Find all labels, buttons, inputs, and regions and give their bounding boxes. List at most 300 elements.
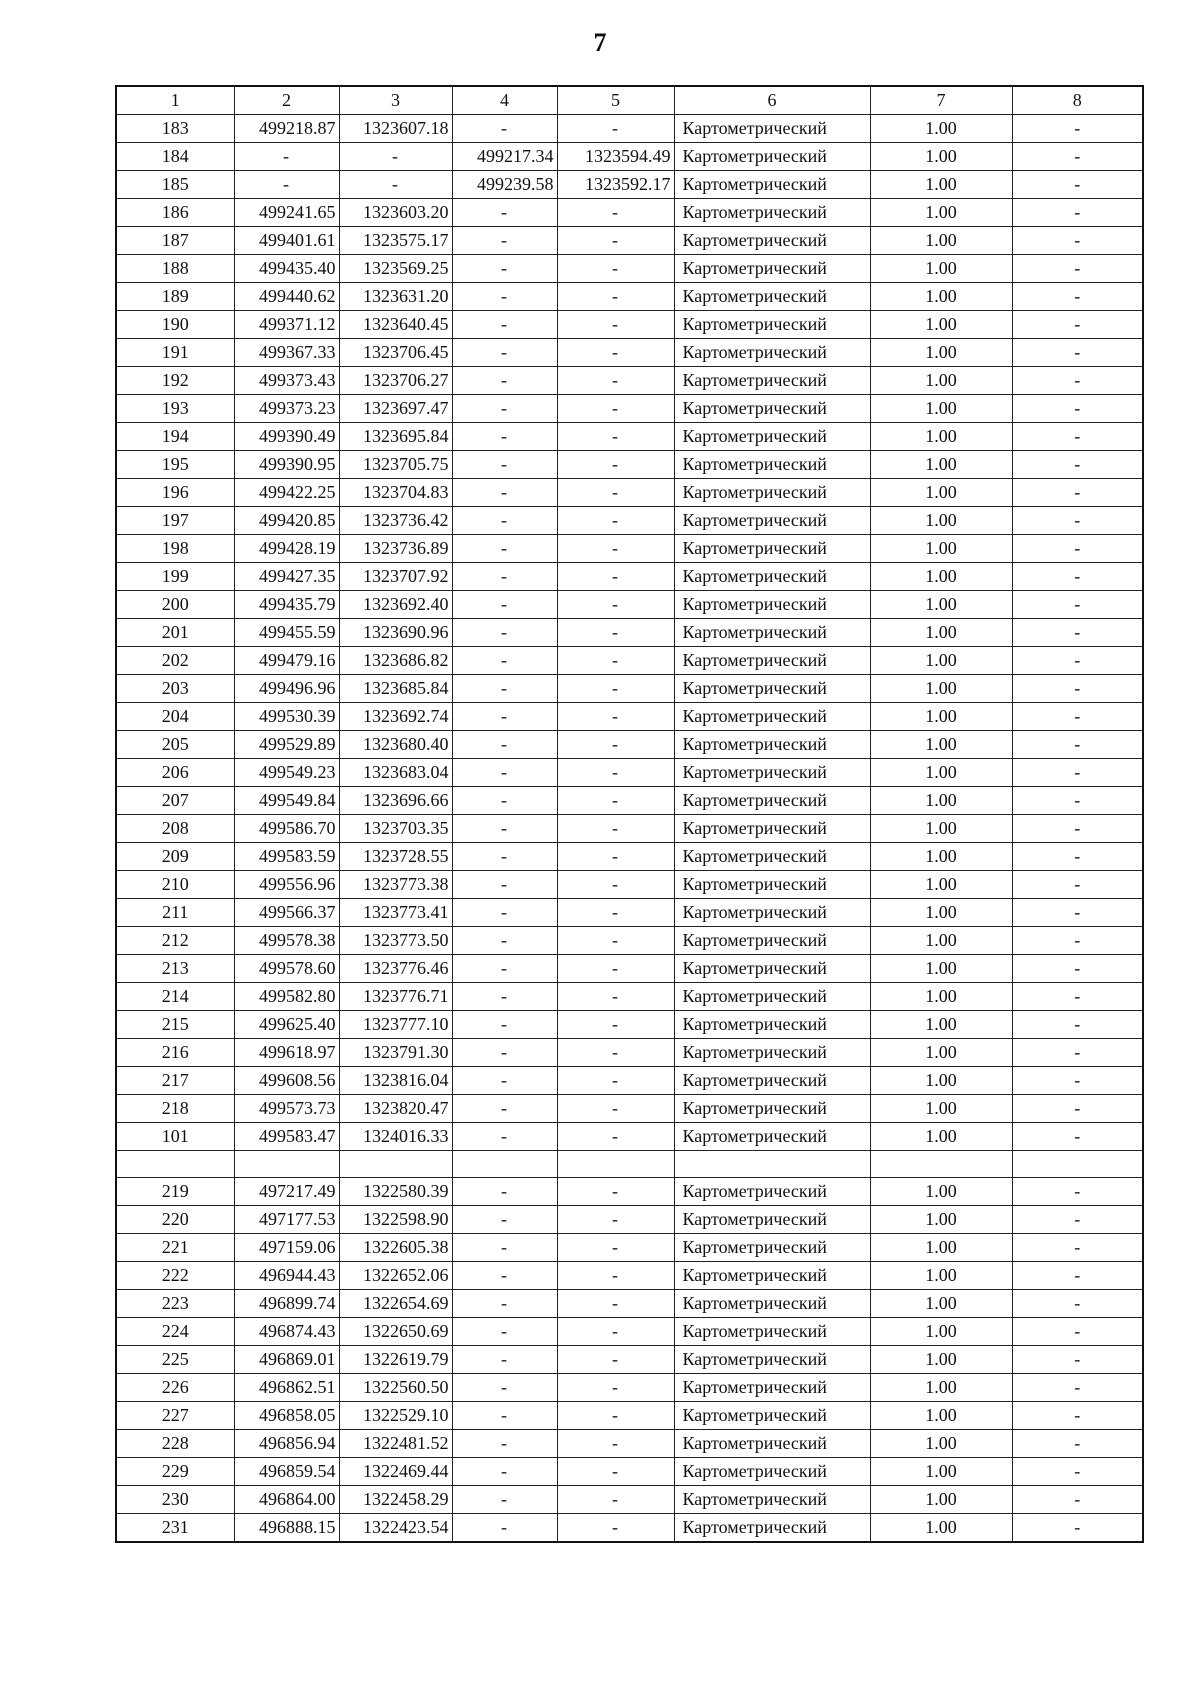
accuracy-cell: 1.00 bbox=[870, 1486, 1012, 1514]
note-cell: - bbox=[1012, 1430, 1143, 1458]
accuracy-cell: 1.00 bbox=[870, 591, 1012, 619]
y-coordinate-alt-cell: - bbox=[557, 1206, 674, 1234]
point-number-cell: 213 bbox=[116, 955, 234, 983]
accuracy-cell: 1.00 bbox=[870, 1067, 1012, 1095]
header-cell: 5 bbox=[557, 86, 674, 115]
point-number-cell: 192 bbox=[116, 367, 234, 395]
x-coordinate-cell: 499573.73 bbox=[234, 1095, 339, 1123]
header-cell: 8 bbox=[1012, 86, 1143, 115]
table-row bbox=[116, 1374, 1143, 1402]
note-cell: - bbox=[1012, 1178, 1143, 1206]
accuracy-cell: 1.00 bbox=[870, 927, 1012, 955]
x-coordinate-alt-cell: - bbox=[452, 1123, 557, 1151]
x-coordinate-alt-cell: - bbox=[452, 1039, 557, 1067]
method-cell: Картометрический bbox=[674, 1011, 870, 1039]
y-coordinate-cell: 1322580.39 bbox=[339, 1178, 452, 1206]
y-coordinate-alt-cell: - bbox=[557, 1123, 674, 1151]
accuracy-cell: 1.00 bbox=[870, 143, 1012, 171]
coordinates-table bbox=[115, 85, 1144, 1543]
method-cell: Картометрический bbox=[674, 171, 870, 199]
accuracy-cell: 1.00 bbox=[870, 983, 1012, 1011]
accuracy-cell: 1.00 bbox=[870, 1402, 1012, 1430]
note-cell: - bbox=[1012, 367, 1143, 395]
y-coordinate-alt-cell: - bbox=[557, 1318, 674, 1346]
table-row bbox=[116, 283, 1143, 311]
x-coordinate-cell: 496869.01 bbox=[234, 1346, 339, 1374]
y-coordinate-alt-cell: - bbox=[557, 283, 674, 311]
accuracy-cell: 1.00 bbox=[870, 1318, 1012, 1346]
y-coordinate-alt-cell: - bbox=[557, 1011, 674, 1039]
note-cell: - bbox=[1012, 1039, 1143, 1067]
x-coordinate-cell: 496899.74 bbox=[234, 1290, 339, 1318]
y-coordinate-alt-cell: - bbox=[557, 423, 674, 451]
y-coordinate-alt-cell: - bbox=[557, 591, 674, 619]
method-cell: Картометрический bbox=[674, 619, 870, 647]
header-cell: 2 bbox=[234, 86, 339, 115]
note-cell: - bbox=[1012, 451, 1143, 479]
table-row bbox=[116, 227, 1143, 255]
x-coordinate-alt-cell: - bbox=[452, 703, 557, 731]
y-coordinate-cell: 1323695.84 bbox=[339, 423, 452, 451]
accuracy-cell: 1.00 bbox=[870, 1290, 1012, 1318]
method-cell: Картометрический bbox=[674, 255, 870, 283]
method-cell: Картометрический bbox=[674, 1430, 870, 1458]
accuracy-cell: 1.00 bbox=[870, 1095, 1012, 1123]
x-coordinate-alt-cell: 499239.58 bbox=[452, 171, 557, 199]
method-cell: Картометрический bbox=[674, 367, 870, 395]
table-row bbox=[116, 787, 1143, 815]
y-coordinate-cell: 1323686.82 bbox=[339, 647, 452, 675]
point-number-cell: 209 bbox=[116, 843, 234, 871]
x-coordinate-cell: 499586.70 bbox=[234, 815, 339, 843]
point-number-cell: 223 bbox=[116, 1290, 234, 1318]
accuracy-cell: 1.00 bbox=[870, 423, 1012, 451]
x-coordinate-cell: 499529.89 bbox=[234, 731, 339, 759]
y-coordinate-alt-cell: - bbox=[557, 255, 674, 283]
x-coordinate-cell: 496944.43 bbox=[234, 1262, 339, 1290]
method-cell: Картометрический bbox=[674, 1514, 870, 1543]
x-coordinate-alt-cell: - bbox=[452, 1430, 557, 1458]
y-coordinate-cell: 1323690.96 bbox=[339, 619, 452, 647]
x-coordinate-alt-cell: - bbox=[452, 1374, 557, 1402]
y-coordinate-alt-cell: - bbox=[557, 563, 674, 591]
method-cell: Картометрический bbox=[674, 563, 870, 591]
y-coordinate-alt-cell: - bbox=[557, 675, 674, 703]
x-coordinate-alt-cell: - bbox=[452, 311, 557, 339]
x-coordinate-cell: 496874.43 bbox=[234, 1318, 339, 1346]
x-coordinate-cell: 496864.00 bbox=[234, 1486, 339, 1514]
y-coordinate-cell: 1322650.69 bbox=[339, 1318, 452, 1346]
x-coordinate-alt-cell: - bbox=[452, 1346, 557, 1374]
y-coordinate-cell: 1322458.29 bbox=[339, 1486, 452, 1514]
table-row bbox=[116, 1290, 1143, 1318]
x-coordinate-alt-cell: - bbox=[452, 1011, 557, 1039]
point-number-cell: 190 bbox=[116, 311, 234, 339]
point-number-cell: 216 bbox=[116, 1039, 234, 1067]
y-coordinate-alt-cell: - bbox=[557, 815, 674, 843]
table-row bbox=[116, 1095, 1143, 1123]
table-row bbox=[116, 1430, 1143, 1458]
note-cell: - bbox=[1012, 563, 1143, 591]
x-coordinate-alt-cell: - bbox=[452, 479, 557, 507]
x-coordinate-alt-cell: 499217.34 bbox=[452, 143, 557, 171]
method-cell: Картометрический bbox=[674, 143, 870, 171]
method-cell: Картометрический bbox=[674, 1486, 870, 1514]
accuracy-cell: 1.00 bbox=[870, 1178, 1012, 1206]
y-coordinate-cell: 1323707.92 bbox=[339, 563, 452, 591]
note-cell: - bbox=[1012, 255, 1143, 283]
table-row bbox=[116, 255, 1143, 283]
point-number-cell: 224 bbox=[116, 1318, 234, 1346]
y-coordinate-cell: 1322469.44 bbox=[339, 1458, 452, 1486]
accuracy-cell: 1.00 bbox=[870, 451, 1012, 479]
x-coordinate-alt-cell: - bbox=[452, 1318, 557, 1346]
method-cell: Картометрический bbox=[674, 479, 870, 507]
y-coordinate-cell: 1323728.55 bbox=[339, 843, 452, 871]
table-row bbox=[116, 395, 1143, 423]
accuracy-cell: 1.00 bbox=[870, 563, 1012, 591]
note-cell: - bbox=[1012, 731, 1143, 759]
x-coordinate-cell: 499373.23 bbox=[234, 395, 339, 423]
y-coordinate-cell: 1324016.33 bbox=[339, 1123, 452, 1151]
note-cell: - bbox=[1012, 1123, 1143, 1151]
x-coordinate-alt-cell: - bbox=[452, 591, 557, 619]
note-cell: - bbox=[1012, 1262, 1143, 1290]
x-coordinate-alt-cell: - bbox=[452, 1095, 557, 1123]
y-coordinate-cell: 1323816.04 bbox=[339, 1067, 452, 1095]
y-coordinate-cell: 1322654.69 bbox=[339, 1290, 452, 1318]
point-number-cell: 222 bbox=[116, 1262, 234, 1290]
table-row bbox=[116, 591, 1143, 619]
point-number-cell: 200 bbox=[116, 591, 234, 619]
y-coordinate-cell: 1323685.84 bbox=[339, 675, 452, 703]
method-cell: Картометрический bbox=[674, 199, 870, 227]
header-cell: 1 bbox=[116, 86, 234, 115]
y-coordinate-alt-cell: - bbox=[557, 395, 674, 423]
x-coordinate-cell bbox=[234, 1151, 339, 1178]
table-row bbox=[116, 1234, 1143, 1262]
accuracy-cell: 1.00 bbox=[870, 339, 1012, 367]
note-cell: - bbox=[1012, 1458, 1143, 1486]
note-cell: - bbox=[1012, 535, 1143, 563]
x-coordinate-cell: 499578.60 bbox=[234, 955, 339, 983]
x-coordinate-cell: 499373.43 bbox=[234, 367, 339, 395]
y-coordinate-alt-cell bbox=[557, 1151, 674, 1178]
point-number-cell: 185 bbox=[116, 171, 234, 199]
x-coordinate-cell: 497159.06 bbox=[234, 1234, 339, 1262]
y-coordinate-cell: 1323569.25 bbox=[339, 255, 452, 283]
accuracy-cell: 1.00 bbox=[870, 507, 1012, 535]
y-coordinate-alt-cell: 1323592.17 bbox=[557, 171, 674, 199]
x-coordinate-alt-cell: - bbox=[452, 843, 557, 871]
method-cell: Картометрический bbox=[674, 675, 870, 703]
point-number-cell: 193 bbox=[116, 395, 234, 423]
accuracy-cell: 1.00 bbox=[870, 479, 1012, 507]
x-coordinate-cell: 499401.61 bbox=[234, 227, 339, 255]
method-cell: Картометрический bbox=[674, 339, 870, 367]
x-coordinate-cell: 496856.94 bbox=[234, 1430, 339, 1458]
x-coordinate-alt-cell: - bbox=[452, 899, 557, 927]
note-cell: - bbox=[1012, 703, 1143, 731]
note-cell: - bbox=[1012, 1346, 1143, 1374]
y-coordinate-alt-cell: - bbox=[557, 1290, 674, 1318]
y-coordinate-cell: 1322529.10 bbox=[339, 1402, 452, 1430]
note-cell: - bbox=[1012, 311, 1143, 339]
x-coordinate-alt-cell: - bbox=[452, 367, 557, 395]
header-cell: 3 bbox=[339, 86, 452, 115]
x-coordinate-alt-cell: - bbox=[452, 339, 557, 367]
y-coordinate-alt-cell: - bbox=[557, 339, 674, 367]
method-cell: Картометрический bbox=[674, 1206, 870, 1234]
x-coordinate-alt-cell: - bbox=[452, 955, 557, 983]
point-number-cell: 199 bbox=[116, 563, 234, 591]
accuracy-cell: 1.00 bbox=[870, 647, 1012, 675]
note-cell: - bbox=[1012, 843, 1143, 871]
method-cell: Картометрический bbox=[674, 871, 870, 899]
x-coordinate-cell: 496862.51 bbox=[234, 1374, 339, 1402]
y-coordinate-alt-cell: - bbox=[557, 1402, 674, 1430]
table-row bbox=[116, 535, 1143, 563]
note-cell: - bbox=[1012, 1095, 1143, 1123]
table-row bbox=[116, 563, 1143, 591]
accuracy-cell: 1.00 bbox=[870, 1374, 1012, 1402]
y-coordinate-alt-cell: - bbox=[557, 199, 674, 227]
note-cell: - bbox=[1012, 787, 1143, 815]
method-cell: Картометрический bbox=[674, 1374, 870, 1402]
x-coordinate-cell: 499440.62 bbox=[234, 283, 339, 311]
accuracy-cell: 1.00 bbox=[870, 535, 1012, 563]
point-number-cell: 225 bbox=[116, 1346, 234, 1374]
note-cell: - bbox=[1012, 423, 1143, 451]
x-coordinate-cell: 499608.56 bbox=[234, 1067, 339, 1095]
table-row bbox=[116, 143, 1143, 171]
x-coordinate-alt-cell: - bbox=[452, 871, 557, 899]
accuracy-cell: 1.00 bbox=[870, 1234, 1012, 1262]
y-coordinate-cell: 1323776.46 bbox=[339, 955, 452, 983]
point-number-cell: 188 bbox=[116, 255, 234, 283]
accuracy-cell: 1.00 bbox=[870, 899, 1012, 927]
x-coordinate-alt-cell: - bbox=[452, 759, 557, 787]
x-coordinate-cell: 499455.59 bbox=[234, 619, 339, 647]
point-number-cell: 202 bbox=[116, 647, 234, 675]
method-cell: Картометрический bbox=[674, 1318, 870, 1346]
note-cell: - bbox=[1012, 1374, 1143, 1402]
accuracy-cell: 1.00 bbox=[870, 199, 1012, 227]
note-cell: - bbox=[1012, 815, 1143, 843]
note-cell: - bbox=[1012, 927, 1143, 955]
method-cell: Картометрический bbox=[674, 1067, 870, 1095]
table-row bbox=[116, 759, 1143, 787]
y-coordinate-cell: 1322598.90 bbox=[339, 1206, 452, 1234]
accuracy-cell: 1.00 bbox=[870, 955, 1012, 983]
point-number-cell: 215 bbox=[116, 1011, 234, 1039]
y-coordinate-cell: 1322560.50 bbox=[339, 1374, 452, 1402]
accuracy-cell: 1.00 bbox=[870, 1206, 1012, 1234]
y-coordinate-cell: 1323736.42 bbox=[339, 507, 452, 535]
y-coordinate-cell: 1323697.47 bbox=[339, 395, 452, 423]
method-cell: Картометрический bbox=[674, 787, 870, 815]
y-coordinate-alt-cell: - bbox=[557, 983, 674, 1011]
table-row bbox=[116, 843, 1143, 871]
accuracy-cell: 1.00 bbox=[870, 171, 1012, 199]
accuracy-cell: 1.00 bbox=[870, 367, 1012, 395]
accuracy-cell: 1.00 bbox=[870, 675, 1012, 703]
accuracy-cell: 1.00 bbox=[870, 787, 1012, 815]
x-coordinate-cell: 496888.15 bbox=[234, 1514, 339, 1543]
x-coordinate-cell: - bbox=[234, 143, 339, 171]
x-coordinate-cell: 499435.79 bbox=[234, 591, 339, 619]
point-number-cell: 196 bbox=[116, 479, 234, 507]
point-number-cell: 228 bbox=[116, 1430, 234, 1458]
x-coordinate-alt-cell: - bbox=[452, 507, 557, 535]
accuracy-cell: 1.00 bbox=[870, 1346, 1012, 1374]
x-coordinate-cell: 499625.40 bbox=[234, 1011, 339, 1039]
note-cell bbox=[1012, 1151, 1143, 1178]
x-coordinate-cell: 499496.96 bbox=[234, 675, 339, 703]
x-coordinate-cell: 499566.37 bbox=[234, 899, 339, 927]
note-cell: - bbox=[1012, 675, 1143, 703]
point-number-cell: 204 bbox=[116, 703, 234, 731]
method-cell: Картометрический bbox=[674, 591, 870, 619]
method-cell: Картометрический bbox=[674, 283, 870, 311]
x-coordinate-alt-cell: - bbox=[452, 115, 557, 143]
accuracy-cell: 1.00 bbox=[870, 255, 1012, 283]
y-coordinate-alt-cell: - bbox=[557, 1095, 674, 1123]
x-coordinate-cell: 499422.25 bbox=[234, 479, 339, 507]
y-coordinate-cell: 1323773.50 bbox=[339, 927, 452, 955]
note-cell: - bbox=[1012, 283, 1143, 311]
y-coordinate-cell: 1323791.30 bbox=[339, 1039, 452, 1067]
x-coordinate-alt-cell: - bbox=[452, 1486, 557, 1514]
accuracy-cell: 1.00 bbox=[870, 1011, 1012, 1039]
method-cell: Картометрический bbox=[674, 507, 870, 535]
accuracy-cell: 1.00 bbox=[870, 115, 1012, 143]
table-row bbox=[116, 1206, 1143, 1234]
method-cell: Картометрический bbox=[674, 1402, 870, 1430]
note-cell: - bbox=[1012, 1206, 1143, 1234]
x-coordinate-cell: 496858.05 bbox=[234, 1402, 339, 1430]
table-row bbox=[116, 1514, 1143, 1543]
x-coordinate-alt-cell: - bbox=[452, 1206, 557, 1234]
table-row bbox=[116, 1011, 1143, 1039]
y-coordinate-alt-cell: - bbox=[557, 367, 674, 395]
method-cell: Картометрический bbox=[674, 1346, 870, 1374]
note-cell: - bbox=[1012, 1318, 1143, 1346]
y-coordinate-alt-cell: - bbox=[557, 479, 674, 507]
y-coordinate-cell: 1323705.75 bbox=[339, 451, 452, 479]
accuracy-cell: 1.00 bbox=[870, 815, 1012, 843]
table-row bbox=[116, 1346, 1143, 1374]
y-coordinate-alt-cell: - bbox=[557, 1514, 674, 1543]
table-row bbox=[116, 367, 1143, 395]
y-coordinate-cell: 1323692.74 bbox=[339, 703, 452, 731]
table-row bbox=[116, 1402, 1143, 1430]
method-cell: Картометрический bbox=[674, 1234, 870, 1262]
header-cell: 7 bbox=[870, 86, 1012, 115]
y-coordinate-alt-cell: - bbox=[557, 507, 674, 535]
point-number-cell: 211 bbox=[116, 899, 234, 927]
method-cell bbox=[674, 1151, 870, 1178]
point-number-cell: 210 bbox=[116, 871, 234, 899]
note-cell: - bbox=[1012, 1290, 1143, 1318]
note-cell: - bbox=[1012, 1011, 1143, 1039]
y-coordinate-alt-cell: - bbox=[557, 1346, 674, 1374]
x-coordinate-alt-cell bbox=[452, 1151, 557, 1178]
y-coordinate-cell: 1322481.52 bbox=[339, 1430, 452, 1458]
table-row bbox=[116, 927, 1143, 955]
y-coordinate-cell: 1322605.38 bbox=[339, 1234, 452, 1262]
x-coordinate-alt-cell: - bbox=[452, 787, 557, 815]
table-row bbox=[116, 619, 1143, 647]
y-coordinate-cell: - bbox=[339, 143, 452, 171]
table-row bbox=[116, 311, 1143, 339]
note-cell: - bbox=[1012, 143, 1143, 171]
x-coordinate-cell: 499530.39 bbox=[234, 703, 339, 731]
y-coordinate-cell: 1323820.47 bbox=[339, 1095, 452, 1123]
note-cell: - bbox=[1012, 1067, 1143, 1095]
method-cell: Картометрический bbox=[674, 1178, 870, 1206]
note-cell: - bbox=[1012, 199, 1143, 227]
table-body bbox=[116, 86, 1143, 1542]
accuracy-cell: 1.00 bbox=[870, 1262, 1012, 1290]
table-row bbox=[116, 1262, 1143, 1290]
x-coordinate-alt-cell: - bbox=[452, 451, 557, 479]
header-cell: 6 bbox=[674, 86, 870, 115]
point-number-cell: 220 bbox=[116, 1206, 234, 1234]
table-row bbox=[116, 955, 1143, 983]
x-coordinate-cell: 497177.53 bbox=[234, 1206, 339, 1234]
point-number-cell: 226 bbox=[116, 1374, 234, 1402]
method-cell: Картометрический bbox=[674, 759, 870, 787]
method-cell: Картометрический bbox=[674, 731, 870, 759]
y-coordinate-alt-cell: - bbox=[557, 927, 674, 955]
x-coordinate-alt-cell: - bbox=[452, 535, 557, 563]
accuracy-cell: 1.00 bbox=[870, 311, 1012, 339]
table-row bbox=[116, 1151, 1143, 1178]
table-row bbox=[116, 1123, 1143, 1151]
x-coordinate-alt-cell: - bbox=[452, 1067, 557, 1095]
point-number-cell: 197 bbox=[116, 507, 234, 535]
x-coordinate-alt-cell: - bbox=[452, 1458, 557, 1486]
note-cell: - bbox=[1012, 871, 1143, 899]
accuracy-cell: 1.00 bbox=[870, 1039, 1012, 1067]
note-cell: - bbox=[1012, 591, 1143, 619]
x-coordinate-alt-cell: - bbox=[452, 283, 557, 311]
accuracy-cell: 1.00 bbox=[870, 703, 1012, 731]
note-cell: - bbox=[1012, 115, 1143, 143]
point-number-cell: 214 bbox=[116, 983, 234, 1011]
point-number-cell: 208 bbox=[116, 815, 234, 843]
note-cell: - bbox=[1012, 955, 1143, 983]
y-coordinate-alt-cell: - bbox=[557, 1067, 674, 1095]
y-coordinate-cell: 1323777.10 bbox=[339, 1011, 452, 1039]
y-coordinate-alt-cell: - bbox=[557, 1178, 674, 1206]
point-number-cell: 198 bbox=[116, 535, 234, 563]
method-cell: Картометрический bbox=[674, 1095, 870, 1123]
note-cell: - bbox=[1012, 395, 1143, 423]
method-cell: Картометрический bbox=[674, 843, 870, 871]
y-coordinate-cell: 1323692.40 bbox=[339, 591, 452, 619]
y-coordinate-cell: 1323773.38 bbox=[339, 871, 452, 899]
accuracy-cell: 1.00 bbox=[870, 227, 1012, 255]
point-number-cell: 229 bbox=[116, 1458, 234, 1486]
method-cell: Картометрический bbox=[674, 703, 870, 731]
table-row bbox=[116, 1318, 1143, 1346]
accuracy-cell: 1.00 bbox=[870, 871, 1012, 899]
y-coordinate-cell: 1323706.45 bbox=[339, 339, 452, 367]
y-coordinate-cell: 1322423.54 bbox=[339, 1514, 452, 1543]
x-coordinate-alt-cell: - bbox=[452, 1514, 557, 1543]
